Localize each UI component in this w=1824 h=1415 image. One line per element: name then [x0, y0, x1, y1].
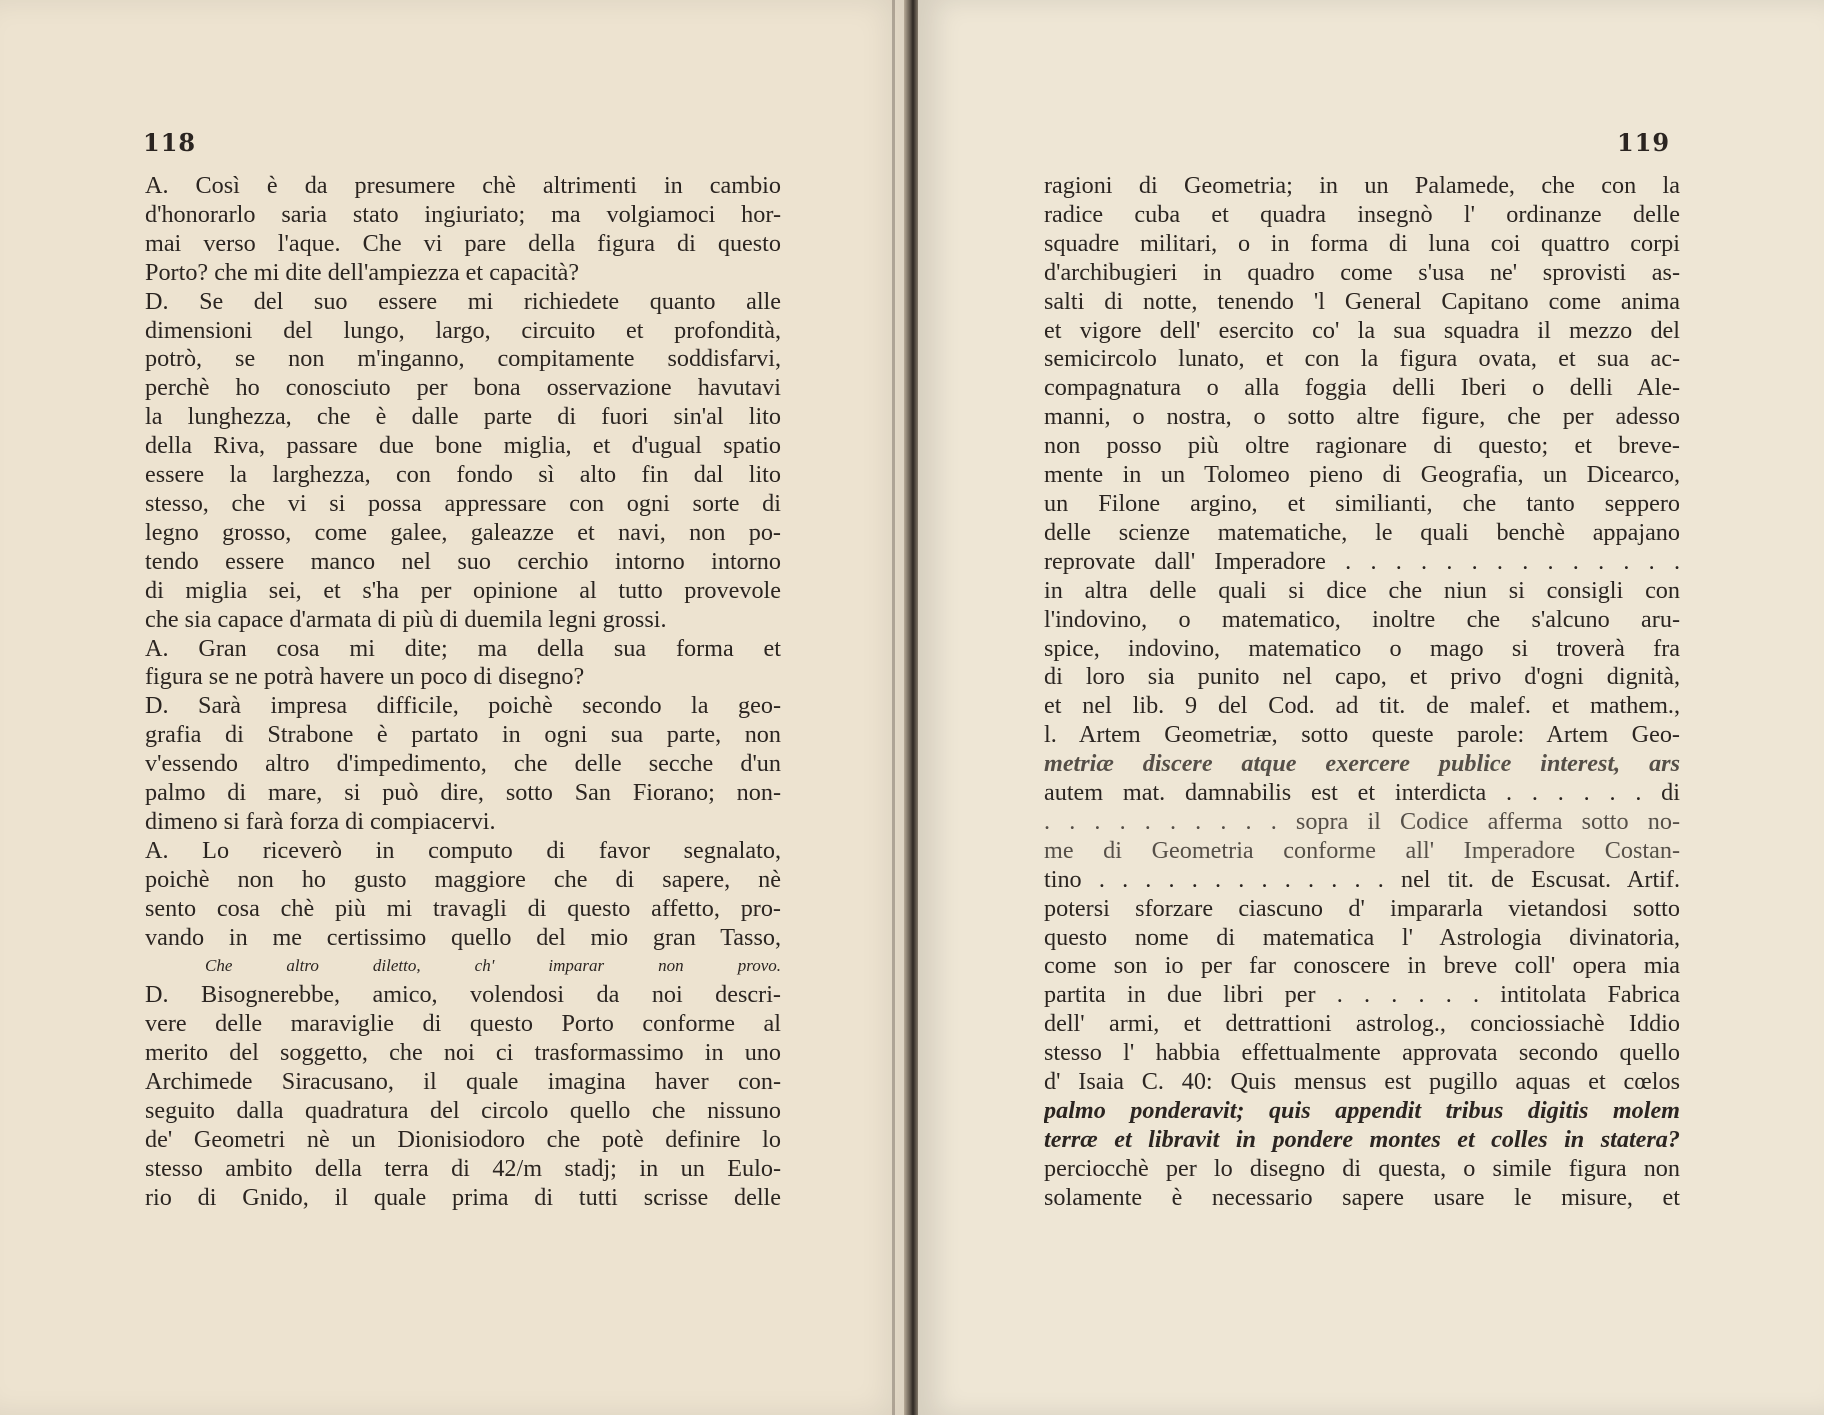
text-line: D. Se del suo essere mi richiedete quanto alle — [145, 287, 781, 315]
text-line: di loro sia punito nel capo, et privo d'ogni dignità, — [1044, 663, 1680, 691]
text-line: stesso, che vi si possa appressare con ogni sorte di — [145, 489, 781, 517]
text-line: et vigore dell' esercito co' la sua squadra il mezzo del — [1044, 316, 1680, 344]
text-line: A. Lo riceverò in computo di favor segnalato, — [145, 836, 781, 864]
text-line: poichè non ho gusto maggiore che di sapere, nè — [145, 865, 781, 893]
text-line: legno grosso, come galee, galeazze et navi, non po- — [145, 518, 781, 546]
text-line: potrò, se non m'inganno, compitamente soddisfarvi, — [145, 345, 781, 373]
text-line: D. Bisognerebbe, amico, volendosi da noi descri- — [145, 981, 781, 1009]
text-line: non posso più oltre ragionare di questo; et breve- — [1044, 432, 1680, 460]
text-line: autem mat. damnabilis est et interdicta . . . . . . di — [1044, 779, 1680, 807]
text-line: palmo di mare, si può dire, sotto San Fiorano; non- — [145, 779, 781, 807]
text-line: seguito dalla quadratura del circolo quello che nissuno — [145, 1097, 781, 1124]
text-line: questo nome di matematica l' Astrologia divinatoria, — [1044, 923, 1680, 951]
text-line: dimeno si farà forza di compiacervi. — [145, 807, 496, 835]
text-line: tino . . . . . . . . . . . . . nel tit. de Escusat. Artif. — [1044, 865, 1680, 893]
text-line: rio di Gnido, il quale prima di tutti scrisse delle — [145, 1183, 781, 1211]
text-line: terræ et libravit in pondere montes et colles in statera? — [1044, 1125, 1680, 1153]
text-line: palmo ponderavit; quis appendit tribus digitis molem — [1044, 1097, 1680, 1124]
text-line: A. Gran cosa mi dite; ma della sua forma et — [145, 634, 781, 662]
text-line: radice cuba et quadra insegnò l' ordinanze delle — [1044, 200, 1680, 228]
text-line: sento cosa chè più mi travagli di questo affetto, pro- — [145, 894, 781, 922]
text-line: compagnatura o alla foggia delli Iberi o delli Ale- — [1044, 374, 1680, 402]
text-line: vere delle maraviglie di questo Porto conforme al — [145, 1010, 781, 1038]
text-line: potersi sforzare ciascuno d' impararla vietandosi sotto — [1044, 894, 1680, 922]
text-line: me di Geometria conforme all' Imperadore Costan- — [1044, 836, 1680, 864]
text-line: stesso l' habbia effettualmente approvata secondo quello — [1044, 1039, 1680, 1067]
text-line: perciocchè per lo disegno di questa, o simile figura non — [1044, 1154, 1680, 1182]
text-line: dimensioni del lungo, largo, circuito et profondità, — [145, 316, 781, 344]
text-line: la lunghezza, che è dalle parte di fuori sin'al lito — [145, 403, 781, 431]
text-line: stesso ambito della terra di 42/m stadj; in un Eulo- — [145, 1154, 781, 1182]
text-line: squadre militari, o in forma di luna coi quattro corpi — [1044, 229, 1680, 257]
right-page-text — [1044, 172, 1680, 1213]
page-fold-line — [892, 0, 895, 1415]
text-line: reprovate dall' Imperadore . . . . . . . . . . . . . . — [1044, 547, 1680, 575]
text-line: mente in un Tolomeo pieno di Geografia, un Dicearco, — [1044, 461, 1680, 489]
text-line: . . . . . . . . . . sopra il Codice afferma sotto no- — [1044, 807, 1680, 835]
text-line: che sia capace d'armata di più di duemila legni grossi. — [145, 605, 667, 633]
text-line: dell' armi, et dettrattioni astrolog., conciossiachè Iddio — [1044, 1010, 1680, 1038]
text-line: semicircolo lunato, et con la figura ovata, et sua ac- — [1044, 345, 1680, 373]
page-number-left: 118 — [143, 128, 197, 157]
text-line: salti di notte, tenendo 'l General Capitano come anima — [1044, 287, 1680, 315]
text-line: un Filone argino, et similianti, che tanto seppero — [1044, 489, 1680, 517]
text-line: l. Artem Geometriæ, sotto queste parole: Artem Geo- — [1044, 721, 1680, 749]
verse-quote: Che altro diletto, ch' imparar non provo. — [205, 956, 781, 976]
right-page — [918, 0, 1824, 1415]
text-line: D. Sarà impresa difficile, poichè secondo la geo- — [145, 692, 781, 720]
text-line: grafia di Strabone è partato in ogni sua parte, non — [145, 721, 781, 749]
text-line: metriæ discere atque exercere publice interest, ars — [1044, 750, 1680, 778]
text-line: d'archibugieri in quadro come s'usa ne' sprovisti as- — [1044, 258, 1680, 286]
text-line: vando in me certissimo quello del mio gran Tasso, — [145, 923, 781, 951]
text-line: essere la larghezza, con fondo sì alto fin dal lito — [145, 461, 781, 489]
text-line: Archimede Siracusano, il quale imagina haver con- — [145, 1068, 781, 1096]
text-line: Porto? che mi dite dell'ampiezza et capacità? — [145, 258, 580, 286]
text-line: merito del soggetto, che noi ci trasformassimo in uno — [145, 1039, 781, 1067]
page-number-right: 119 — [1617, 128, 1671, 157]
text-line: come son io per far conoscere in breve coll' opera mia — [1044, 952, 1680, 980]
text-line: della Riva, passare due bone miglia, et d'ugual spatio — [145, 432, 781, 460]
text-line: mai verso l'aque. Che vi pare della figura di questo — [145, 229, 781, 257]
text-line: ragioni di Geometria; in un Palamede, che con la — [1044, 172, 1680, 199]
text-line: l'indovino, o matematico, inoltre che s'alcuno aru- — [1044, 605, 1680, 633]
text-line: A. Così è da presumere chè altrimenti in cambio — [145, 172, 781, 199]
text-line: figura se ne potrà havere un poco di disegno? — [145, 663, 585, 691]
text-line: perchè ho conosciuto per bona osservazione havutavi — [145, 374, 781, 402]
text-line: de' Geometri nè un Dionisiodoro che potè definire lo — [145, 1125, 781, 1153]
left-page — [0, 0, 908, 1415]
text-line: manni, o nostra, o sotto altre figure, che per adesso — [1044, 403, 1680, 431]
text-line: solamente è necessario sapere usare le misure, et — [1044, 1183, 1680, 1211]
text-line: di miglia sei, et s'ha per opinione al tutto provevole — [145, 576, 781, 604]
text-line: partita in due libri per . . . . . . intitolata Fabrica — [1044, 981, 1680, 1009]
left-page-text — [145, 172, 781, 1213]
text-line: v'essendo altro d'impedimento, che delle secche d'un — [145, 750, 781, 778]
text-line: spice, indovino, matematico o mago si troverà fra — [1044, 634, 1680, 662]
text-line: et nel lib. 9 del Cod. ad tit. de malef. et mathem., — [1044, 692, 1680, 720]
text-line: in altra delle quali si dice che niun si consigli con — [1044, 576, 1680, 604]
text-line: d'honorarlo saria stato ingiuriato; ma volgiamoci hor- — [145, 200, 781, 228]
text-line: d' Isaia C. 40: Quis mensus est pugillo aquas et cœlos — [1044, 1068, 1680, 1096]
text-line: tendo essere manco nel suo cerchio intorno intorno — [145, 547, 781, 575]
text-line: delle scienze matematiche, le quali benchè appajano — [1044, 518, 1680, 546]
